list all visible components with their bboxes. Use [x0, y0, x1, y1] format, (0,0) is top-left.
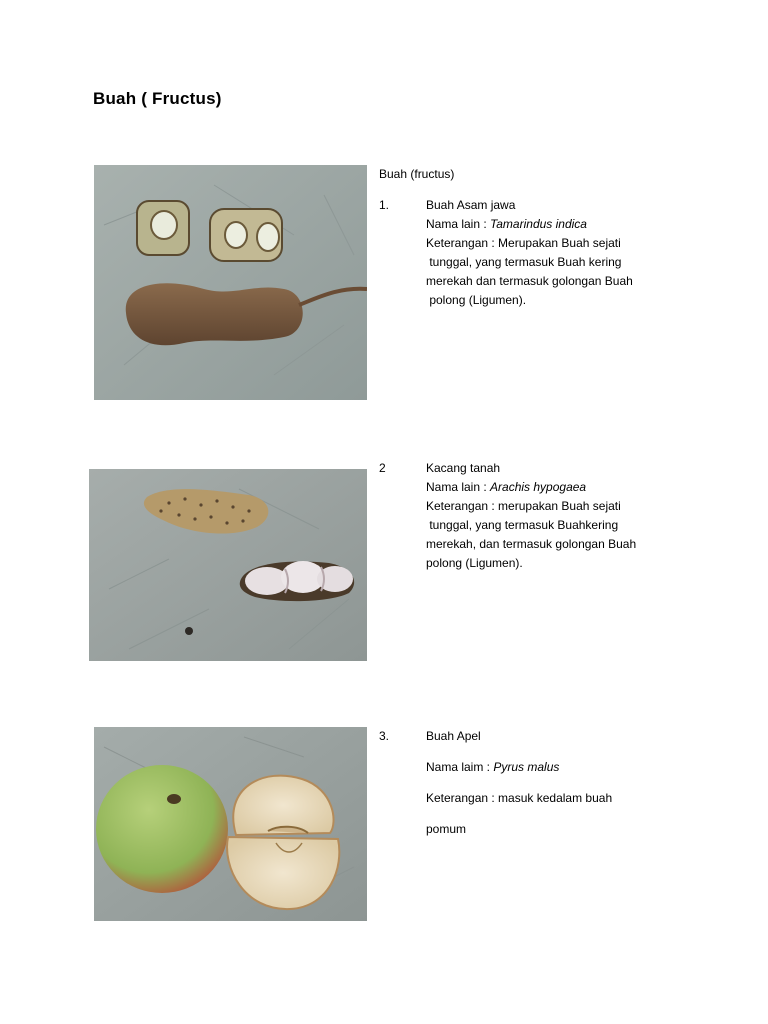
item-number: 1. — [379, 198, 390, 212]
scientific-name: Arachis hypogaea — [490, 480, 587, 494]
item-name: Buah Asam jawa — [426, 198, 516, 212]
desc-line: merekah, dan termasuk golongan Buah — [426, 537, 637, 551]
desc-line: polong (Ligumen). — [426, 293, 527, 307]
item-name: Kacang tanah — [426, 461, 501, 475]
alt-label: Nama lain : — [426, 217, 491, 231]
desc-line: polong (Ligumen). — [426, 556, 523, 570]
desc-line: tunggal, yang termasuk Buah kering — [426, 255, 622, 269]
item-alt-name-line — [426, 478, 636, 497]
item-entry-tamarind — [426, 196, 633, 310]
page-title: Buah ( Fructus) — [93, 89, 222, 108]
scientific-name: Pyrus malus — [493, 760, 560, 774]
desc-line: Keterangan : merupakan Buah sejati — [426, 499, 621, 513]
apple-photo — [94, 727, 367, 921]
alt-label: Nama lain : — [426, 480, 491, 494]
desc-line: pomum — [426, 822, 467, 836]
item-name: Buah Apel — [426, 729, 481, 743]
desc-line: Keterangan : masuk kedalam buah — [426, 791, 613, 805]
tamarind-photo — [94, 165, 367, 400]
intro-text: Buah (fructus) — [379, 167, 455, 181]
peanut-photo — [89, 469, 367, 661]
item-entry-peanut — [426, 459, 636, 573]
scientific-name: Tamarindus indica — [490, 217, 587, 231]
item-entry-apple — [426, 727, 612, 851]
item-number: 3. — [379, 729, 390, 743]
item-alt-name-line — [426, 758, 612, 777]
item-number: 2 — [379, 461, 386, 475]
desc-line: merekah dan termasuk golongan Buah — [426, 274, 633, 288]
desc-line: tunggal, yang termasuk Buahkering — [426, 518, 619, 532]
item-alt-name-line — [426, 215, 633, 234]
alt-label: Nama laim : — [426, 760, 494, 774]
desc-line: Keterangan : Merupakan Buah sejati — [426, 236, 621, 250]
